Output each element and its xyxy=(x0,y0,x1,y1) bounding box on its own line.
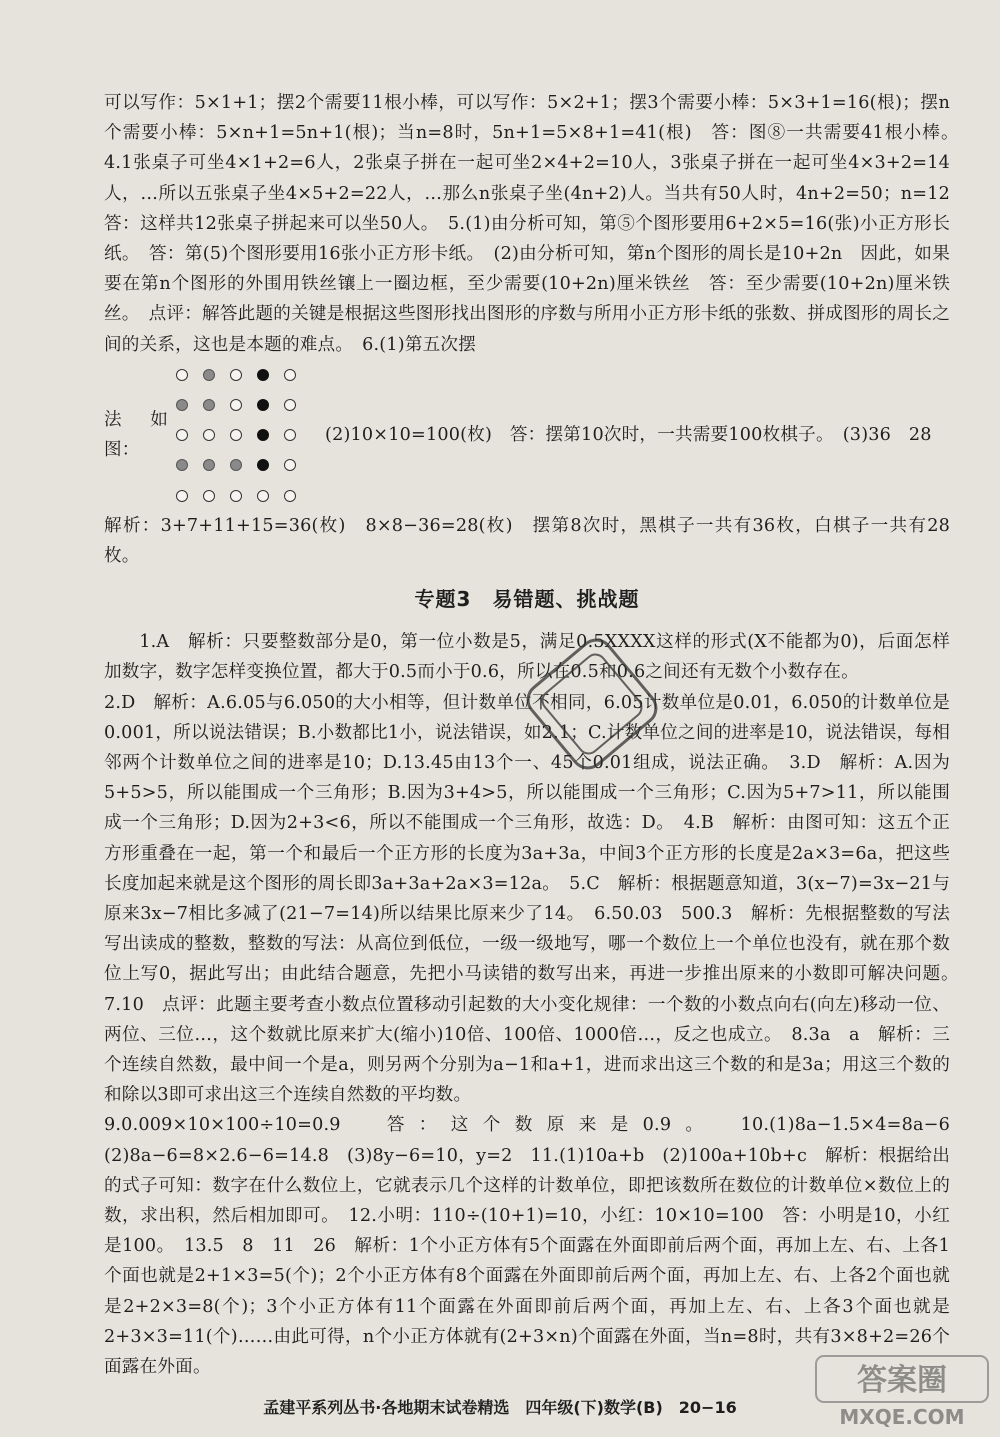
page-footer: 孟建平系列丛书·各地期末试卷精选 四年级(下)数学(B) 20−16 xyxy=(263,1398,737,1417)
dot-grid-row xyxy=(168,459,303,471)
answer-body xyxy=(104,88,968,1382)
gray-chess-piece xyxy=(230,459,242,471)
gray-chess-piece xyxy=(203,459,215,471)
dot-diagram-answer: (2)10×10=100(枚) 答：摆第10次时，一共需要100枚棋子。 (3)36 28 xyxy=(325,425,932,446)
black-chess-piece xyxy=(257,459,269,471)
gray-chess-piece xyxy=(176,459,188,471)
dot-grid-row xyxy=(168,399,303,411)
dot-grid-row xyxy=(168,429,303,441)
white-chess-piece xyxy=(230,429,242,441)
svg-text:答案圈: 答案圈 xyxy=(857,1363,947,1398)
white-chess-piece xyxy=(203,429,215,441)
answer-paragraph-2: 解析：3+7+11+15=36(枚) 8×8−36=28(枚) 摆第8次时，黑棋子一共有36枚，白棋子一共有28枚。 xyxy=(104,515,950,566)
white-chess-piece xyxy=(230,490,242,502)
white-chess-piece xyxy=(176,369,188,381)
chess-dot-diagram xyxy=(104,360,950,511)
white-chess-piece xyxy=(176,429,188,441)
white-chess-piece xyxy=(284,490,296,502)
section-paragraph-1: 1.A 解析：只要整数部分是0，第一位小数是5，满足0.5XXXX这样的形式(X不能都为0)，后面怎样加数字，数字怎样变换位置，都大于0.5而小于0.6，所以在0.5和0.6之间还有无数个小数存在。 xyxy=(104,632,950,683)
black-chess-piece xyxy=(257,429,269,441)
dot-row xyxy=(104,360,950,390)
svg-text:MXQE.COM: MXQE.COM xyxy=(839,1405,965,1429)
gray-chess-piece xyxy=(176,399,188,411)
section-paragraph-3: 9.0.009×10×100÷10=0.9 答：这个数原来是0.9。 10.(1)8a−1.5×4=8a−6 (2)8a−6=8×2.6−6=14.8 (3)8y−6=10，y=2 11.(1)10a+b (2)100a+10b+c 解析：根据给出的式子可知：数字在什么数位上，它就表示几个这样的计数单位，即把该数所在数位的计数单位×数位上的数，求出积，然后相加即可。 12.小明：110÷(10+1)=10，小红：10×10=100 答：小明是10，小红是100。 13.5 8 11 26 解析：1个小正方体有5个面露在外面即前后两个面，再加上左、右、上各1个面也就是2+1×3=5(个)；2个小正方体有8个面露在外面即前后两个面，再加上左、右、上各2个面也就是2+2×3=8(个)；3个小正方体有11个面露在外面即前后两个面，再加上左、右、上各3个面也就是2+3×3=11(个)……由此可得，n个小正方体就有(2+3×n)个面露在外面，当n=8时，共有3×8+2=26个面露在外面。 xyxy=(104,1115,968,1378)
dot-row xyxy=(104,481,950,511)
white-chess-piece xyxy=(176,490,188,502)
white-chess-piece xyxy=(284,399,296,411)
black-chess-piece xyxy=(257,369,269,381)
gray-chess-piece xyxy=(203,399,215,411)
section-title: 专题3 易错题、挑战题 xyxy=(414,587,640,612)
answer-paragraph-1: 可以写作：5×1+1；摆2个需要11根小棒，可以写作：5×2+1；摆3个需要小棒：5×3+1=16(根)；摆n个需要小棒：5×n+1=5n+1(根)；当n=8时，5n+1=5×8+1=41(根) 答：图⑧一共需要41根小棒。 4.1张桌子可坐4×1+2=6人，2张桌子拼在一起可坐2×4+2=10人，3张桌子拼在一起可坐4×3+2=14人，…所以五张桌子坐4×5+2=22人，…那么n张桌子坐(4n+2)人。当共有50人时，4n+2=50；n=12 答：这样共12张桌子拼起来可以坐50人。 5.(1)由分析可知，第⑤个图形要用6+2×5=16(张)小正方形长纸。 答：第(5)个图形要用16张小正方形卡纸。 (2)由分析可知，第n个图形的周长是10+2n 因此，如果要在第n个图形的外围用铁丝镶上一圈边框，至少需要(10+2n)厘米铁丝 答：至少需要(10+2n)厘米铁丝。 点评：解答此题的关键是根据这些图形找出图形的序数与所用小正方形卡纸的张数、拼成图形的周长之间的关系，这也是本题的难点。 6.(1)第五次摆 xyxy=(104,93,968,355)
dot-row xyxy=(104,390,950,420)
white-chess-piece xyxy=(257,490,269,502)
gray-chess-piece xyxy=(203,369,215,381)
white-chess-piece xyxy=(284,459,296,471)
dot-row xyxy=(104,410,950,461)
section-paragraph-2: 2.D 解析：A.6.05与6.050的大小相等，但计数单位不相同，6.05计数单位是0.01，6.050的计数单位是0.001，所以说法错误；B.小数都比1小，说法错误，如2.1；C.计数单位之间的进率是10，说法错误，每相邻两个计数单位之间的进率是10；D.13.45由13个一、45个0.01组成，说法正确。 3.D 解析：A.因为5+5>5，所以能围成一个三角形；B.因为3+4>5，所以能围成一个三角形；C.因为5+7>11，所以能围成一个三角形；D.因为2+3<6，所以不能围成一个三角形，故选：D。 4.B 解析：由图可知：这五个正方形重叠在一起，第一个和最后一个正方形的长度为3a+3a，中间3个正方形的长度是2a×3=6a，把这些长度加起来就是这个图形的周长即3a+3a+2a×3=12a。 5.C 解析：根据题意知道，3(x−7)=3x−21与原来3x−7相比多减了(21−7=14)所以结果比原来少了14。 6.50.03 500.3 解析：先根据整数的写法写出读成的整数，整数的写法：从高位到低位，一级一级地写，哪一个数位上一个单位也没有，就在那个数位上写0，据此写出；由此结合题意，先把小马读错的数写出来，再进一步推出原来的小数即可解决问题。 7.10 点评：此题主要考查小数点位置移动引起数的大小变化规律：一个数的小数点向右(向左)移动一位、两位、三位…，这个数就比原来扩大(缩小)10倍、100倍、1000倍…，反之也成立。 8.3a a 解析：三个连续自然数，最中间一个是a，则另两个分别为a−1和a+1，进而求出这三个数的和是3a；用这三个数的和除以3即可求出这三个连续自然数的平均数。 xyxy=(104,692,968,1106)
white-chess-piece xyxy=(284,369,296,381)
white-chess-piece xyxy=(230,369,242,381)
site-watermark-logo xyxy=(812,1350,992,1430)
dot-grid-row xyxy=(168,369,303,381)
white-chess-piece xyxy=(284,429,296,441)
white-chess-piece xyxy=(230,399,242,411)
white-chess-piece xyxy=(203,490,215,502)
dot-diagram-lead-label: 法如图： xyxy=(104,410,168,461)
dot-grid-row xyxy=(168,490,303,502)
black-chess-piece xyxy=(257,399,269,411)
dot-row xyxy=(104,450,950,480)
